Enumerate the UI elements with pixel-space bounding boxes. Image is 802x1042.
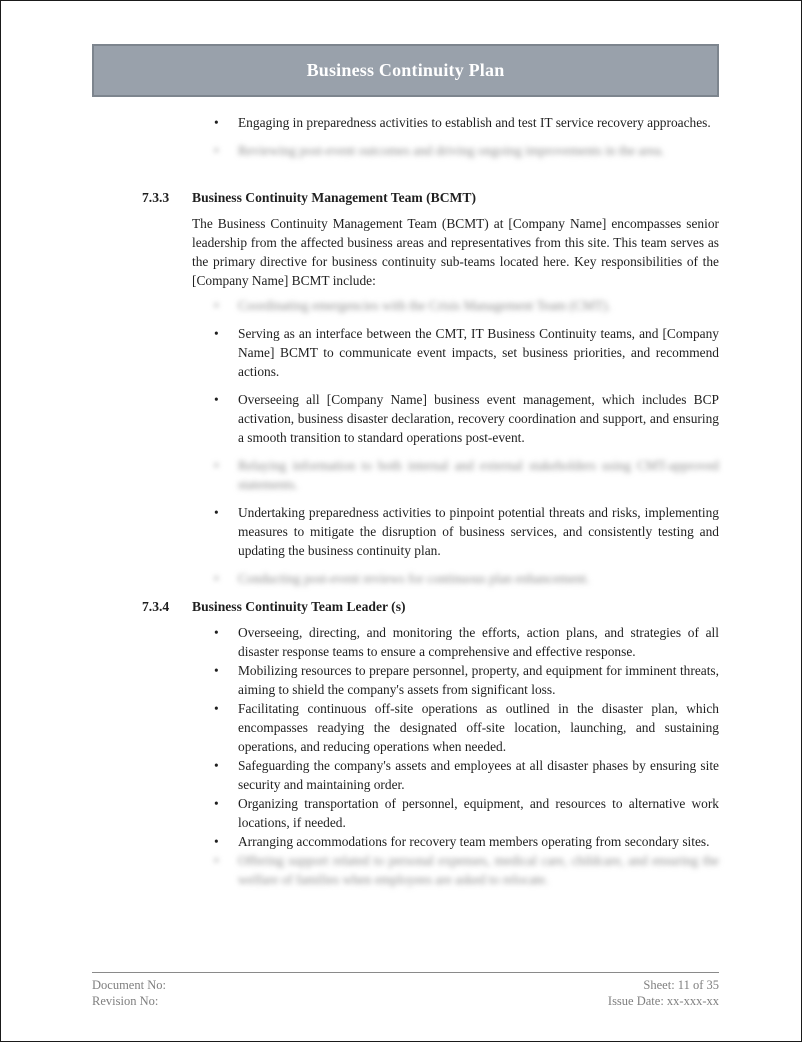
issue-date: Issue Date: xx-xxx-xx (607, 994, 719, 1008)
list-item-text: Engaging in preparedness activities to establish and test IT service recovery approaches. (238, 115, 711, 130)
list-item (92, 699, 719, 756)
section-number: 7.3.4 (142, 599, 170, 614)
list-item (92, 503, 719, 560)
section-733-list (92, 296, 719, 588)
list-item (92, 456, 719, 494)
bullet-icon: • (214, 701, 219, 716)
sheet-number: Sheet: 11 of 35 (643, 978, 719, 992)
list-item-text: Overseeing all [Company Name] business event management, which includes BCP activation, business disaster declaration, recovery coordination and support, and ensuring a smooth transition to standard operations post-event. (238, 392, 719, 445)
list-item (92, 794, 719, 832)
list-item-text: Safeguarding the company's assets and employees at all disaster phases by ensuring site security and maintaining order. (238, 758, 719, 792)
footer-left (92, 977, 166, 1009)
list-item (92, 569, 719, 588)
bullet-icon: • (214, 796, 219, 811)
list-item-text-redacted: Offering support related to personal expenses, medical care, childcare, and ensuring the welfare of families when employees are asked to relocate. (238, 853, 719, 887)
section-title: Business Continuity Team Leader (s) (192, 599, 406, 614)
list-item (92, 832, 719, 851)
bullet-icon: • (214, 571, 219, 586)
section-number: 7.3.3 (142, 190, 170, 205)
revision-no-label: Revision No: (92, 994, 159, 1008)
section-734-list (92, 623, 719, 889)
section-heading-733 (92, 188, 719, 207)
page-footer (92, 972, 719, 1009)
bullet-icon: • (214, 505, 219, 520)
bullet-icon: • (214, 458, 219, 473)
footer-right (608, 977, 719, 1009)
list-item (92, 113, 719, 132)
list-item (92, 296, 719, 315)
list-item (92, 851, 719, 889)
list-item-text: Overseeing, directing, and monitoring the efforts, action plans, and strategies of all disaster response teams to ensure a comprehensive and effective response. (238, 625, 719, 659)
bullet-icon: • (214, 663, 219, 678)
list-item (92, 756, 719, 794)
bullet-icon: • (214, 143, 219, 158)
bullet-icon: • (214, 326, 219, 341)
list-item (92, 390, 719, 447)
list-item-text-redacted: Conducting post-event reviews for continuous plan enhancement. (238, 571, 590, 586)
bullet-icon: • (214, 298, 219, 313)
intro-list (92, 113, 719, 160)
bullet-icon: • (214, 834, 219, 849)
section-733-paragraph: The Business Continuity Management Team (BCMT) at [Company Name] encompasses senior leadership from the affected business areas and representatives from this site. This team serves as the primary directive for business continuity sub-teams located here. Key responsibilities of the [Company Name] BCMT include: (192, 216, 719, 288)
list-item-text-redacted: Reviewing post-event outcomes and driving ongoing improvements in the area. (238, 143, 665, 158)
list-item-text: Mobilizing resources to prepare personnel, property, and equipment for imminent threats, aiming to shield the company's assets from significant loss. (238, 663, 719, 697)
page-title: Business Continuity Plan (306, 60, 505, 80)
list-item-text: Facilitating continuous off-site operations as outlined in the disaster plan, which encompasses readying the designated off-site location, launching, and sustaining operations, and reducing operations when needed. (238, 701, 719, 754)
document-no-label: Document No: (92, 978, 166, 992)
bullet-icon: • (214, 625, 219, 640)
bullet-icon: • (214, 392, 219, 407)
bullet-icon: • (214, 115, 219, 130)
section-title: Business Continuity Management Team (BCMT) (192, 190, 476, 205)
document-body (92, 1, 719, 889)
list-item (92, 324, 719, 381)
list-item-text-redacted: Relaying information to both internal and external stakeholders using CMT-approved statements. (238, 458, 719, 492)
list-item-text: Arranging accommodations for recovery team members operating from secondary sites. (238, 834, 710, 849)
list-item-text: Undertaking preparedness activities to pinpoint potential threats and risks, implementing measures to mitigate the disruption of business services, and consistently testing and updating the business continuity plan. (238, 505, 719, 558)
bullet-icon: • (214, 758, 219, 773)
list-item-text: Serving as an interface between the CMT, IT Business Continuity teams, and [Company Name] BCMT to communicate event impacts, set business priorities, and recommend actions. (238, 326, 719, 379)
list-item (92, 141, 719, 160)
list-item-text: Organizing transportation of personnel, equipment, and resources to alternative work locations, if needed. (238, 796, 719, 830)
section-heading-734 (92, 597, 719, 616)
list-item (92, 661, 719, 699)
list-item-text-redacted: Coordinating emergencies with the Crisis Management Team (CMT). (238, 298, 611, 313)
bullet-icon: • (214, 853, 219, 868)
list-item (92, 623, 719, 661)
